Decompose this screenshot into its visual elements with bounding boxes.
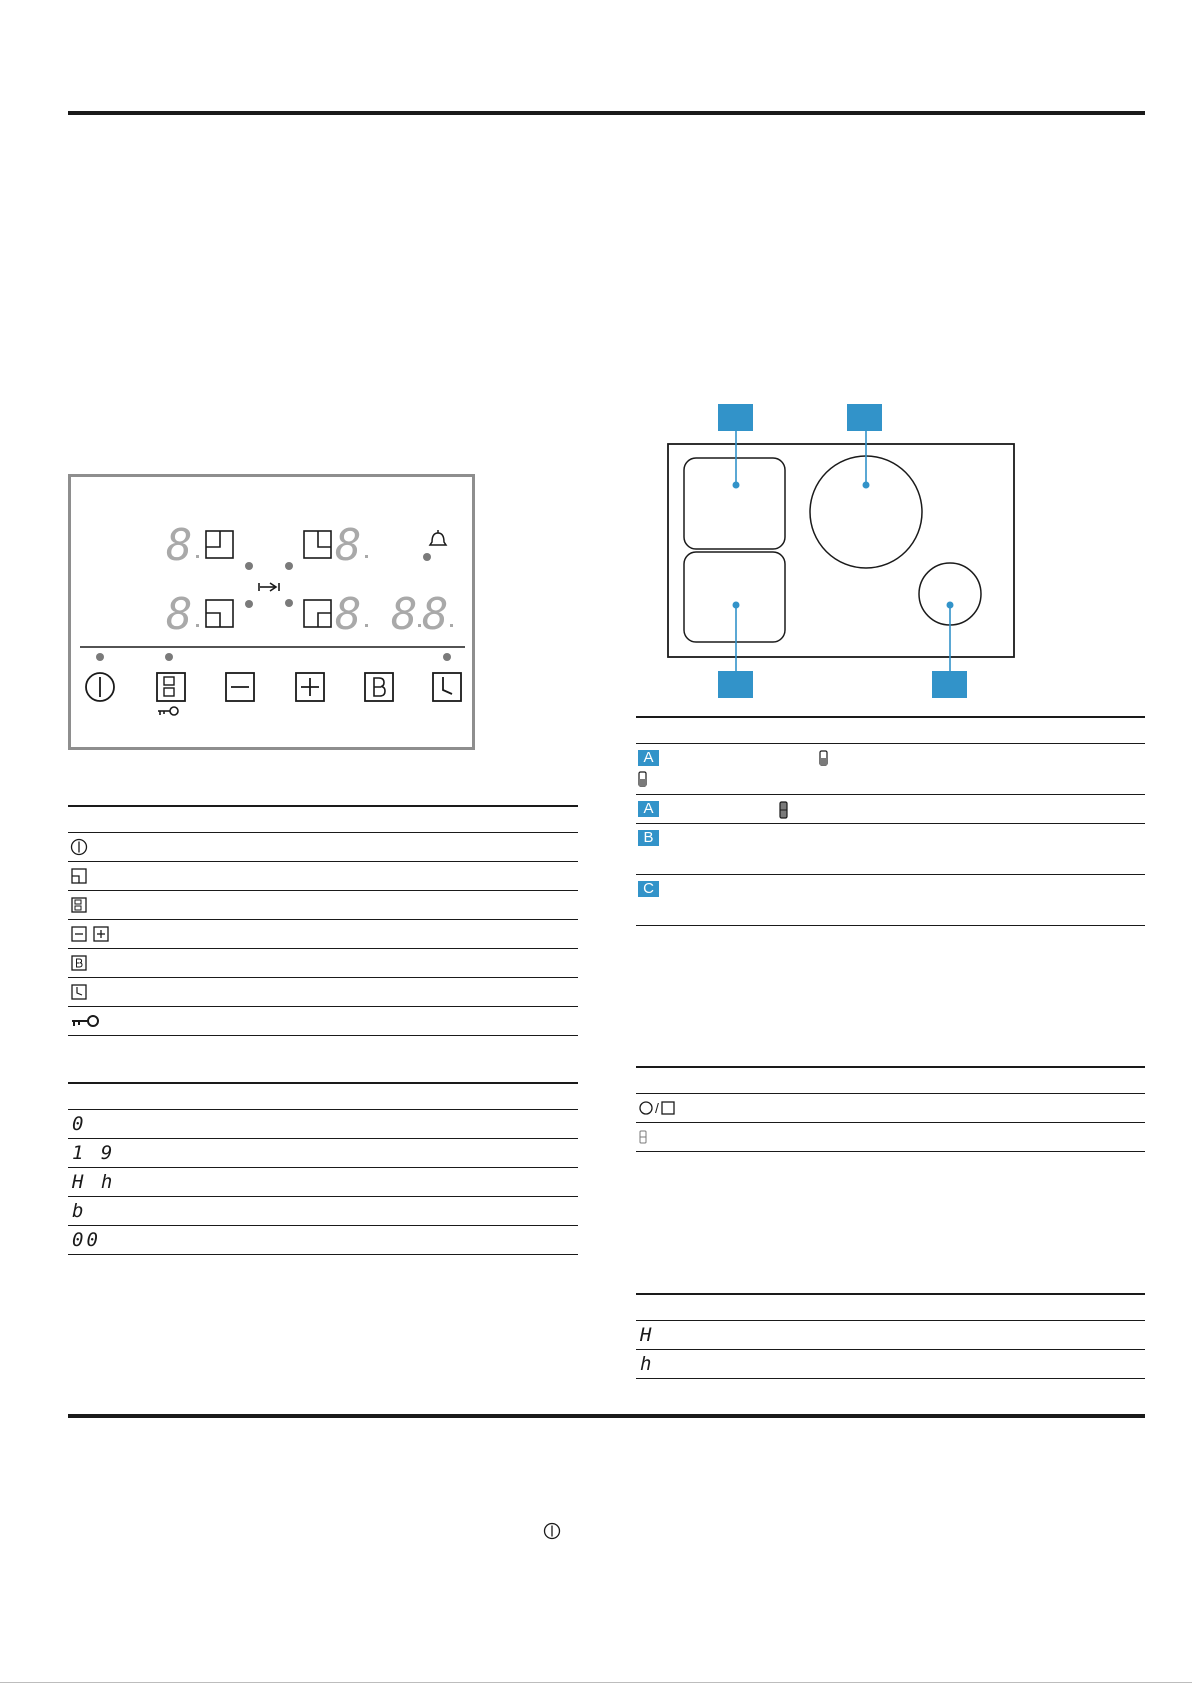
callout-marker — [718, 404, 753, 431]
table-row — [68, 862, 578, 891]
zone-select-icon — [70, 867, 88, 885]
control-panel-diagram — [68, 474, 475, 750]
zone-badge: C — [638, 881, 659, 897]
table-header — [636, 1293, 1145, 1321]
table-header — [68, 1082, 578, 1110]
callout-marker — [847, 404, 882, 431]
flex-zone-rear — [684, 458, 785, 549]
flex-zone-icon — [779, 801, 789, 824]
table-row — [68, 1168, 578, 1197]
flex-zone-icon — [819, 750, 829, 771]
indicator-dot — [285, 599, 293, 607]
table-row — [68, 1197, 578, 1226]
callout-marker — [718, 671, 753, 698]
table-row — [636, 795, 1145, 824]
residual-heat-table — [636, 1293, 1145, 1379]
display-symbols-table — [68, 1082, 578, 1255]
key-icon — [158, 707, 178, 715]
zone-symbol-rear-right — [304, 531, 331, 558]
zone-badge: B — [638, 830, 659, 846]
zone-display-rear-right — [335, 520, 368, 571]
cooking-zones-table — [636, 716, 1145, 926]
indicator-dot — [96, 653, 104, 661]
display-code: H — [640, 1324, 655, 1346]
table-row — [636, 744, 1145, 795]
power-button[interactable] — [86, 673, 114, 701]
table-header — [68, 805, 578, 833]
boost-icon — [70, 954, 88, 972]
table-row — [636, 824, 1145, 875]
indicator-dot — [165, 653, 173, 661]
section-rule — [68, 1414, 1145, 1418]
zone-indicator-icon — [638, 1129, 648, 1145]
display-code: 00 — [72, 1229, 101, 1251]
display-code: H h — [72, 1171, 116, 1193]
table-header — [636, 1066, 1145, 1094]
zone-display-rear-left — [166, 589, 199, 640]
cookware-detection-table — [636, 1066, 1145, 1152]
table-row — [68, 1139, 578, 1168]
zone-badge: A — [638, 801, 659, 817]
table-row — [68, 949, 578, 978]
round-square-pan-icon — [638, 1100, 676, 1116]
table-header — [636, 716, 1145, 744]
callout-marker — [932, 671, 967, 698]
flex-zone-icon — [638, 771, 648, 792]
hob-outline — [668, 444, 1014, 657]
bell-icon — [430, 530, 446, 545]
zone-display-front-left — [166, 520, 199, 571]
table-row — [636, 1094, 1145, 1123]
table-row — [636, 1123, 1145, 1152]
indicator-dot — [245, 562, 253, 570]
svg-text:8: 8 — [335, 589, 362, 640]
display-code: 0 — [72, 1113, 87, 1135]
power-icon — [70, 838, 88, 856]
table-row — [636, 1350, 1145, 1379]
minus-icon — [70, 925, 88, 943]
indicator-dot — [285, 562, 293, 570]
plus-icon — [92, 925, 110, 943]
transfer-icon — [259, 583, 279, 591]
table-row — [68, 1226, 578, 1255]
table-row — [68, 1007, 578, 1036]
zone-symbol-front-right — [304, 600, 331, 627]
display-code: h — [640, 1353, 655, 1375]
timer-button[interactable] — [433, 673, 461, 701]
indicator-dot — [443, 653, 451, 661]
zone-badge: A — [638, 750, 659, 766]
svg-text:8: 8 — [422, 589, 449, 640]
table-row — [68, 891, 578, 920]
power-icon — [543, 1522, 561, 1545]
hob-diagram — [640, 400, 1040, 700]
zone-symbol-front-left — [206, 600, 233, 627]
table-row — [636, 875, 1145, 926]
page-edge — [0, 1682, 1192, 1683]
boost-button[interactable] — [365, 673, 393, 701]
controls-table — [68, 805, 578, 1036]
table-row — [636, 1321, 1145, 1350]
zone-menu-icon — [70, 896, 88, 914]
svg-text:8: 8 — [166, 589, 193, 640]
svg-text:8: 8 — [335, 520, 362, 571]
minus-button[interactable] — [226, 673, 254, 701]
plus-button[interactable] — [296, 673, 324, 701]
table-row — [68, 1110, 578, 1139]
table-row — [68, 833, 578, 862]
top-rule — [68, 111, 1145, 115]
zone-display-front-right — [335, 589, 368, 640]
display-code: 1 9 — [72, 1142, 116, 1164]
zone-menu-button[interactable] — [157, 673, 185, 701]
key-icon — [70, 1012, 102, 1030]
separator-slash: / — [655, 1100, 659, 1116]
timer-display — [391, 589, 453, 640]
timer-icon — [70, 983, 88, 1001]
indicator-dot — [423, 553, 431, 561]
table-row — [68, 978, 578, 1007]
indicator-dot — [245, 600, 253, 608]
svg-text:8: 8 — [166, 520, 193, 571]
zone-symbol-rear-left — [206, 531, 233, 558]
flex-zone-front — [684, 552, 785, 642]
table-row — [68, 920, 578, 949]
svg-text:8: 8 — [391, 589, 418, 640]
display-code: b — [72, 1200, 87, 1222]
